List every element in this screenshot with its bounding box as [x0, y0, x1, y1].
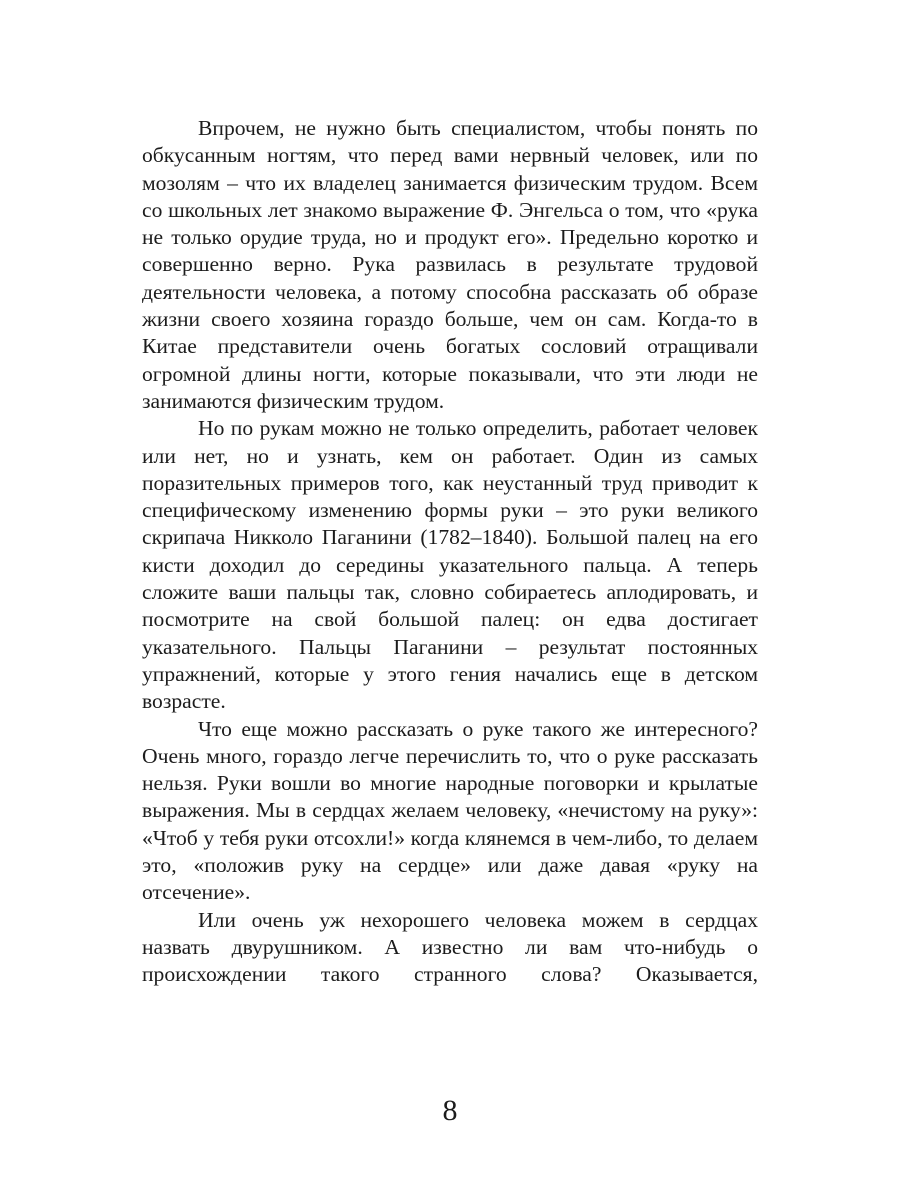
paragraph-4: Или очень уж нехорошего человека можем в сердцах назвать двурушником. А известно ли вам что-нибудь о происхождении такого странного слова? Оказывается,: [142, 907, 758, 987]
paragraph-1: Впрочем, не нужно быть специалистом, чтобы понять по обкусанным ногтям, что перед вами нервный человек, или по мозолям – что их владелец занимается физическим трудом. Всем со школьных лет знакомо выражение Ф. Энгельса о том, что «рука не только орудие труда, но и продукт его». Предельно коротко и совершенно верно. Рука развилась в результате трудовой деятельности человека, а потому способна рассказать об образе жизни своего хозяина гораздо больше, чем он сам. Когда-то в Китае представители очень богатых сословий отращивали огромной длины ногти, которые показывали, что эти люди не занимаются физическим трудом.: [142, 116, 758, 413]
body-text: [142, 115, 758, 989]
paragraph-2: Но по рукам можно не только определить, работает человек или нет, но и узнать, кем он работает. Один из самых поразительных примеров того, как неустанный труд приводит к специфическому изменению формы руки – это руки великого скрипача Никколо Паганини (1782–1840). Большой палец на его кисти доходил до середины указательного пальца. А теперь сложите ваши пальцы так, словно собираетесь аплодировать, и посмотрите на свой большой палец: он едва достигает указательного. Пальцы Паганини – результат постоянных упражнений, которые у этого гения начались еще в детском возрасте.: [142, 416, 758, 714]
paragraph-3: Что еще можно рассказать о руке такого же интересного? Очень много, гораздо легче перечислить то, что о руке рассказать нельзя. Руки вошли во многие народные поговорки и крылатые выражения. Мы в сердцах желаем человеку, «нечистому на руку»: «Чтоб у тебя руки отсохли!» когда клянемся в чем-либо, то делаем это, «положив руку на сердце» или даже давая «руку на отсечение».: [142, 716, 758, 905]
page-number: 8: [442, 1094, 458, 1127]
